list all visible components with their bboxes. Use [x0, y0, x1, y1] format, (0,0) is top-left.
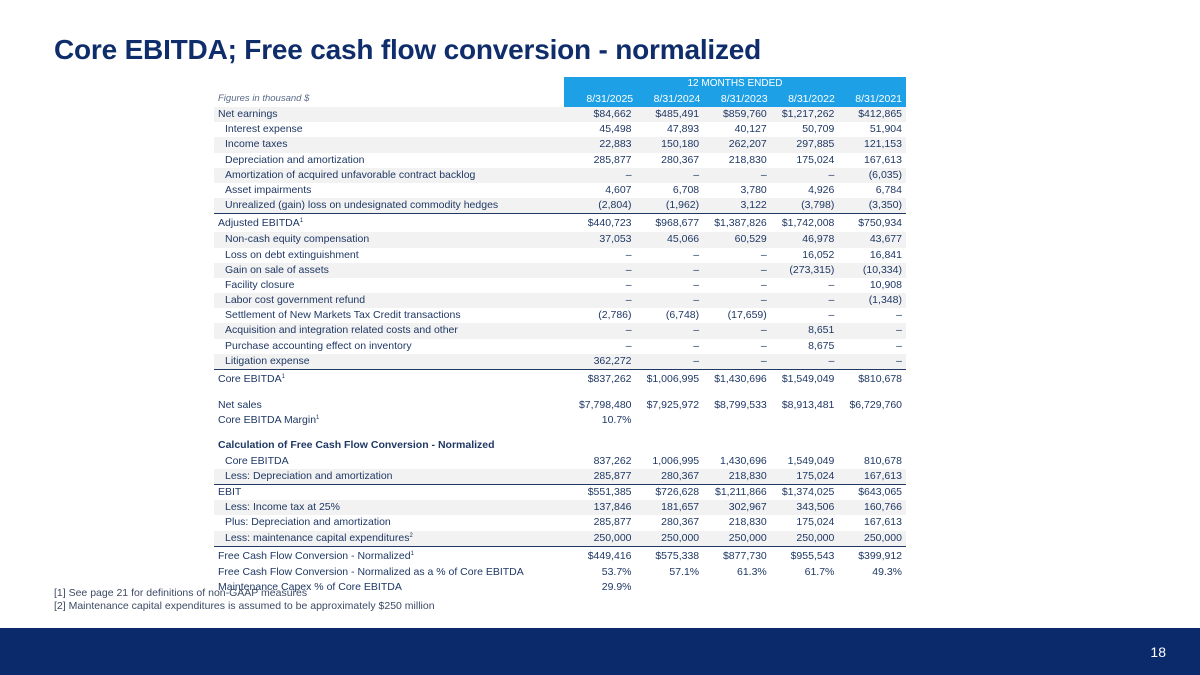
cell-value: –: [760, 339, 767, 352]
spacer: [214, 388, 906, 398]
table-row: [214, 107, 906, 122]
row-label: [214, 232, 562, 247]
row-label-text: Gain on sale of assets: [225, 263, 329, 276]
row-label-text: Acquisition and integration related costs and other: [225, 324, 458, 337]
row-label-text: Less: Depreciation and amortization: [225, 469, 393, 482]
cell-value: 40,127: [734, 123, 767, 136]
row-label-text: Net earnings: [218, 108, 278, 120]
footer-bar: [0, 628, 1200, 675]
cell-value: $968,677: [655, 217, 700, 230]
cell-value: 175,024: [796, 469, 835, 482]
row-label-text: Adjusted EBITDA: [218, 217, 300, 230]
cell-value: $837,262: [587, 373, 632, 385]
cell-value: –: [693, 294, 700, 307]
footnote-ref: 1: [299, 218, 304, 225]
cell-value: $877,730: [722, 549, 767, 562]
row-label-text: Core EBITDA: [225, 454, 289, 467]
cell-value: (6,035): [868, 168, 902, 181]
column-headers: [564, 91, 906, 107]
cell-value: 60,529: [734, 233, 767, 246]
table-row: [214, 153, 906, 168]
row-label-text: Less: maintenance capital expenditures: [225, 531, 410, 544]
cell-value: 45,066: [667, 233, 700, 246]
cell-value: $643,065: [858, 485, 903, 498]
row-label-text: Litigation expense: [225, 354, 310, 367]
cell-value: $8,913,481: [781, 399, 835, 411]
cell-value: $859,760: [722, 108, 767, 120]
cell-value: $1,211,866: [714, 485, 767, 498]
row-label-text: Loss on debt extinguishment: [225, 248, 359, 261]
cell-value: 51,904: [869, 123, 902, 136]
cell-value: 285,877: [593, 153, 632, 166]
row-label: [214, 469, 562, 484]
table-row: [214, 323, 906, 338]
cell-value: –: [760, 294, 767, 307]
table-row: [214, 454, 906, 469]
table-row: [214, 354, 906, 369]
row-label: [214, 354, 562, 369]
cell-value: (10,334): [862, 263, 902, 276]
cell-value: (17,659): [727, 309, 767, 322]
cell-value: (3,350): [868, 199, 902, 212]
table-row: [214, 565, 906, 580]
table-row: [214, 515, 906, 530]
cell-value: 29.9%: [601, 580, 632, 593]
cell-value: $1,430,696: [714, 373, 767, 385]
row-label-text: Free Cash Flow Conversion - Normalized: [218, 549, 411, 562]
cell-value: 10,908: [869, 278, 902, 291]
row-label-text: Purchase accounting effect on inventory: [225, 339, 412, 352]
cell-value: $810,678: [858, 373, 903, 385]
cell-value: 6,784: [875, 183, 902, 196]
row-label: [214, 248, 562, 263]
table-body: [214, 107, 906, 595]
cell-value: –: [693, 324, 700, 337]
cell-value: –: [625, 339, 632, 352]
cell-value: 4,607: [605, 183, 632, 196]
table-row: [214, 531, 906, 546]
cell-value: 280,367: [661, 516, 700, 529]
cell-value: 218,830: [728, 516, 767, 529]
row-label: [214, 107, 562, 122]
row-label: [214, 323, 562, 338]
cell-value: 137,846: [593, 501, 632, 514]
row-label: [214, 183, 562, 198]
cell-value: (2,786): [598, 309, 632, 322]
footnotes: [54, 587, 435, 613]
row-label-text: EBIT: [218, 485, 242, 498]
cell-value: $84,662: [593, 108, 632, 120]
table-row: [214, 213, 906, 232]
row-label: [214, 153, 562, 168]
cell-value: $8,799,533: [714, 399, 767, 411]
cell-value: –: [828, 354, 835, 367]
cell-value: 57.1%: [669, 565, 700, 578]
cell-value: $1,217,262: [781, 108, 835, 120]
page-number: 18: [1150, 644, 1166, 660]
row-label: [214, 500, 562, 515]
table-row: [214, 339, 906, 354]
cell-value: 3,122: [740, 199, 767, 212]
cell-value: $750,934: [858, 217, 903, 230]
cell-value: 297,885: [796, 138, 835, 151]
row-label: [214, 308, 562, 323]
row-label-text: Net sales: [218, 399, 262, 411]
row-label: [214, 413, 562, 428]
cell-value: 285,877: [593, 516, 632, 529]
row-label: [214, 339, 562, 354]
row-label-text: Unrealized (gain) loss on undesignated commodity hedges: [225, 199, 499, 212]
cell-value: 250,000: [593, 531, 632, 544]
row-label: [214, 263, 562, 278]
table-row: [214, 293, 906, 308]
cell-value: –: [693, 278, 700, 291]
row-label-text: Maintenance Capex % of Core EBITDA: [218, 580, 402, 593]
cell-value: 262,207: [728, 138, 767, 151]
column-header: 8/31/2021: [855, 93, 903, 105]
section-title: Calculation of Free Cash Flow Conversion - Normalized: [218, 439, 495, 452]
table-row: [214, 469, 906, 484]
row-label: [214, 137, 562, 152]
table-row: [214, 183, 906, 198]
row-label: [214, 485, 562, 500]
table-header-row: [214, 91, 906, 107]
cell-value: 1,006,995: [652, 454, 700, 467]
row-label: [214, 547, 562, 565]
cell-value: 150,180: [661, 138, 700, 151]
row-label: [214, 370, 562, 388]
cell-value: 10.7%: [601, 414, 632, 427]
row-label: [214, 398, 562, 413]
row-label-text: Less: Income tax at 25%: [225, 501, 340, 514]
table-row: [214, 137, 906, 152]
cell-value: –: [896, 354, 902, 367]
row-label-text: Free Cash Flow Conversion - Normalized as a % of Core EBITDA: [218, 565, 524, 578]
table-row: [214, 500, 906, 515]
cell-value: 250,000: [661, 531, 700, 544]
cell-value: (1,962): [665, 199, 700, 212]
footnote-1: [1] See page 21 for definitions of non-GAAP measures: [54, 587, 308, 599]
cell-value: $440,723: [587, 217, 632, 230]
cell-value: 61.3%: [736, 565, 767, 578]
table-row: [214, 248, 906, 263]
cell-value: –: [828, 278, 835, 291]
row-label: [214, 293, 562, 308]
cell-value: $1,387,826: [714, 217, 767, 230]
cell-value: 45,498: [599, 123, 632, 136]
table-row: [214, 369, 906, 388]
table-row: [214, 546, 906, 565]
row-label-text: Depreciation and amortization: [225, 153, 365, 166]
cell-value: 16,841: [869, 248, 902, 261]
row-label: [214, 198, 562, 213]
cell-value: 302,967: [728, 501, 767, 514]
cell-value: –: [693, 339, 700, 352]
cell-value: –: [828, 168, 835, 181]
cell-value: 43,677: [869, 233, 902, 246]
row-label-text: Income taxes: [225, 138, 288, 151]
page-title: Core EBITDA; Free cash flow conversion - normalized: [54, 34, 762, 65]
cell-value: –: [760, 354, 767, 367]
row-label: [214, 565, 562, 580]
cell-value: 61.7%: [804, 565, 835, 578]
cell-value: 250,000: [728, 531, 767, 544]
row-label-text: Core EBITDA Margin: [218, 414, 317, 427]
footnote-ref: 1: [410, 550, 414, 557]
row-label-text: Non-cash equity compensation: [225, 233, 370, 246]
table-row: [214, 122, 906, 137]
row-label-text: Asset impairments: [225, 183, 312, 196]
cell-value: –: [760, 248, 767, 261]
section-title-row: [214, 438, 906, 453]
row-label: [214, 278, 562, 293]
table-row: [214, 278, 906, 293]
cell-value: 250,000: [796, 531, 835, 544]
cell-value: 160,766: [864, 501, 902, 514]
row-label-text: Interest expense: [225, 123, 303, 136]
cell-value: 285,877: [593, 469, 632, 482]
cell-value: –: [896, 339, 902, 352]
cell-value: $7,798,480: [578, 399, 632, 411]
cell-value: –: [760, 263, 767, 276]
cell-value: –: [693, 248, 700, 261]
column-header: 8/31/2025: [586, 93, 634, 105]
cell-value: 8,675: [808, 339, 835, 352]
cell-value: $575,338: [655, 549, 700, 562]
cell-value: (6,748): [665, 309, 700, 322]
column-header: 8/31/2023: [720, 93, 768, 105]
cell-value: –: [693, 354, 700, 367]
cell-value: $1,742,008: [781, 217, 835, 230]
row-label: [214, 214, 562, 232]
cell-value: 167,613: [864, 469, 902, 482]
cell-value: 837,262: [593, 454, 632, 467]
cell-value: $6,729,760: [849, 399, 903, 411]
cell-value: –: [625, 263, 632, 276]
cell-value: 4,926: [808, 183, 835, 196]
cell-value: $485,491: [655, 108, 700, 120]
cell-value: 22,883: [599, 138, 632, 151]
row-label: [214, 122, 562, 137]
cell-value: 47,893: [667, 123, 700, 136]
cell-value: 49.3%: [872, 565, 903, 578]
cell-value: 250,000: [864, 531, 902, 544]
cell-value: 175,024: [796, 153, 835, 166]
cell-value: –: [896, 309, 902, 322]
row-label: [214, 454, 562, 469]
cell-value: 218,830: [728, 469, 767, 482]
footnote-ref: 1: [281, 374, 285, 380]
cell-value: $955,543: [790, 549, 835, 562]
cell-value: 37,053: [599, 233, 632, 246]
cell-value: (2,804): [598, 199, 632, 212]
row-label: [214, 515, 562, 530]
cell-value: 181,657: [661, 501, 700, 514]
cell-value: –: [625, 278, 632, 291]
footnote-ref: 1: [316, 415, 320, 422]
figures-note: Figures in thousand $: [218, 93, 310, 104]
cell-value: (3,798): [801, 199, 835, 212]
cell-value: 50,709: [802, 123, 835, 136]
cell-value: –: [828, 309, 835, 322]
cell-value: $726,628: [655, 485, 700, 498]
cell-value: 121,153: [864, 138, 902, 151]
cell-value: 362,272: [593, 354, 632, 367]
cell-value: (273,315): [789, 263, 835, 276]
net-sales-row: [214, 398, 906, 413]
table-row: [214, 168, 906, 183]
cell-value: –: [760, 278, 767, 291]
spacer: [214, 428, 906, 438]
table-row: [214, 484, 906, 500]
cell-value: 6,708: [672, 183, 700, 196]
row-label-text: Labor cost government refund: [225, 294, 366, 307]
row-label: [214, 531, 562, 546]
cell-value: 8,651: [808, 324, 835, 337]
row-label-text: Facility closure: [225, 278, 295, 291]
footnote-ref: 2: [409, 532, 413, 539]
column-header: 8/31/2022: [788, 93, 835, 105]
cell-value: 46,978: [802, 233, 835, 246]
cell-value: 53.7%: [601, 565, 632, 578]
cell-value: 167,613: [864, 153, 902, 166]
cell-value: –: [760, 324, 767, 337]
cell-value: $1,549,049: [781, 373, 835, 385]
cell-value: 218,830: [728, 153, 767, 166]
cell-value: –: [625, 168, 632, 181]
cell-value: 1,430,696: [720, 454, 767, 467]
cell-value: 16,052: [802, 248, 835, 261]
cell-value: 810,678: [864, 454, 902, 467]
row-label-text: Plus: Depreciation and amortization: [225, 516, 391, 529]
cell-value: (1,348): [868, 294, 902, 307]
cell-value: –: [625, 294, 632, 307]
footnote-2: [2] Maintenance capital expenditures is assumed to be approximately $250 million: [54, 600, 435, 612]
row-label-text: Amortization of acquired unfavorable contract backlog: [225, 168, 476, 181]
cell-value: 343,506: [796, 501, 835, 514]
table-row: [214, 232, 906, 247]
cell-value: 1,549,049: [787, 454, 835, 467]
cell-value: 167,613: [864, 516, 902, 529]
cell-value: 175,024: [796, 516, 835, 529]
table-row: [214, 308, 906, 323]
row-label-text: Core EBITDA: [218, 373, 282, 385]
row-label-text: Settlement of New Markets Tax Credit transactions: [225, 309, 461, 322]
cell-value: –: [693, 263, 700, 276]
core-margin-row: [214, 413, 906, 428]
table-row: [214, 263, 906, 278]
cell-value: $412,865: [858, 108, 903, 120]
cell-value: $551,385: [587, 485, 632, 498]
cell-value: $1,006,995: [646, 373, 700, 385]
cell-value: –: [625, 324, 632, 337]
financial-table: [214, 77, 906, 595]
cell-value: $449,416: [587, 549, 632, 562]
cell-value: $1,374,025: [781, 485, 835, 498]
cell-value: 280,367: [661, 153, 700, 166]
cell-value: $399,912: [858, 549, 903, 562]
cell-value: 280,367: [661, 469, 700, 482]
cell-value: –: [625, 248, 632, 261]
cell-value: –: [693, 168, 700, 181]
cell-value: $7,925,972: [646, 399, 700, 411]
cell-value: –: [760, 168, 767, 181]
column-header: 8/31/2024: [653, 93, 701, 105]
table-row: [214, 198, 906, 213]
cell-value: –: [828, 294, 835, 307]
period-header: 12 MONTHS ENDED: [564, 77, 906, 91]
cell-value: 3,780: [740, 183, 767, 196]
cell-value: –: [896, 324, 902, 337]
row-label: [214, 168, 562, 183]
